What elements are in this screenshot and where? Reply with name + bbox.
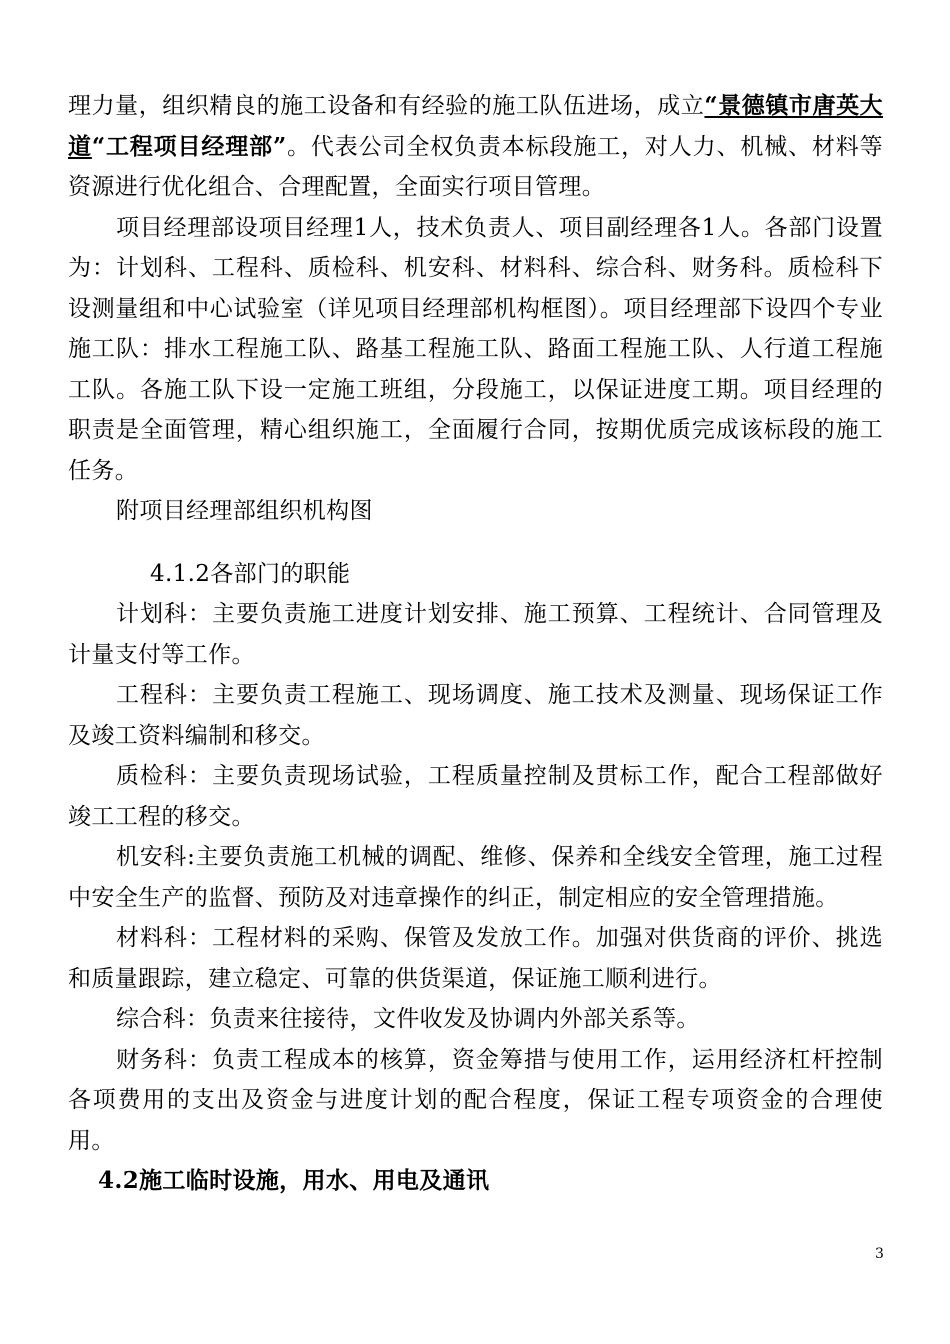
- document-page: [68, 86, 883, 1202]
- dept-general-affairs-paragraph: 综合科：负责来往接待，文件收发及协调内外部关系等。: [116, 1006, 700, 1032]
- intro-text-start: 理力量，组织精良的施工设备和有经验的施工队伍进场，成立: [68, 93, 705, 119]
- intro-text-end: 。代表公司全权负责本标段施工，对人力、机械、材料等资源进行优化组合、合理配置，全面实行项目管理。: [68, 133, 884, 200]
- org-chart-caption: 附项目经理部组织机构图: [116, 498, 373, 524]
- dept-engineering-paragraph: 工程科：主要负责工程施工、现场调度、施工技术及测量、现场保证工作及竣工资料编制和移交。: [68, 682, 883, 749]
- dept-materials-paragraph: 材料科：工程材料的采购、保管及发放工作。加强对供货商的评价、挑选和质量跟踪，建立稳定、可靠的供货渠道，保证施工顺利进行。: [68, 925, 883, 992]
- page-number: 3: [875, 1246, 884, 1262]
- organization-paragraph: 项目经理部设项目经理1人，技术负责人、项目副经理各1人。各部门设置为：计划科、工程科、质检科、机安科、材料科、综合科、财务科。质检科下设测量组和中心试验室（详见项目经理部机构框图）。项目经理部下设四个专业施工队：排水工程施工队、路基工程施工队、路面工程施工队、人行道工程施工队。各施工队下设一定施工班组，分段施工，以保证进度工期。项目经理的职责是全面管理，精心组织施工，全面履行合同，按期优质完成该标段的施工任务。: [68, 214, 883, 484]
- department-name: “工程项目经理部”: [91, 132, 287, 160]
- project-name: “景德镇市唐英大道: [68, 92, 883, 160]
- intro-paragraph: [68, 86, 883, 208]
- subsection-heading: 4.1.2各部门的职能: [150, 560, 351, 587]
- dept-quality-paragraph: 质检科：主要负责现场试验，工程质量控制及贯标工作，配合工程部做好竣工工程的移交。: [68, 763, 883, 830]
- dept-planning-paragraph: 计划科：主要负责施工进度计划安排、施工预算、工程统计、合同管理及计量支付等工作。: [68, 601, 883, 668]
- dept-machinery-safety-paragraph: 机安科:主要负责施工机械的调配、维修、保养和全线安全管理，施工过程中安全生产的监督、预防及对违章操作的纠正，制定相应的安全管理措施。: [68, 844, 883, 911]
- dept-finance-paragraph: 财务科：负责工程成本的核算，资金筹措与使用工作，运用经济杠杆控制各项费用的支出及资金与进度计划的配合程度，保证工程专项资金的合理使用。: [68, 1046, 883, 1154]
- section-heading: 4.2施工临时设施，用水、用电及通讯: [98, 1167, 490, 1194]
